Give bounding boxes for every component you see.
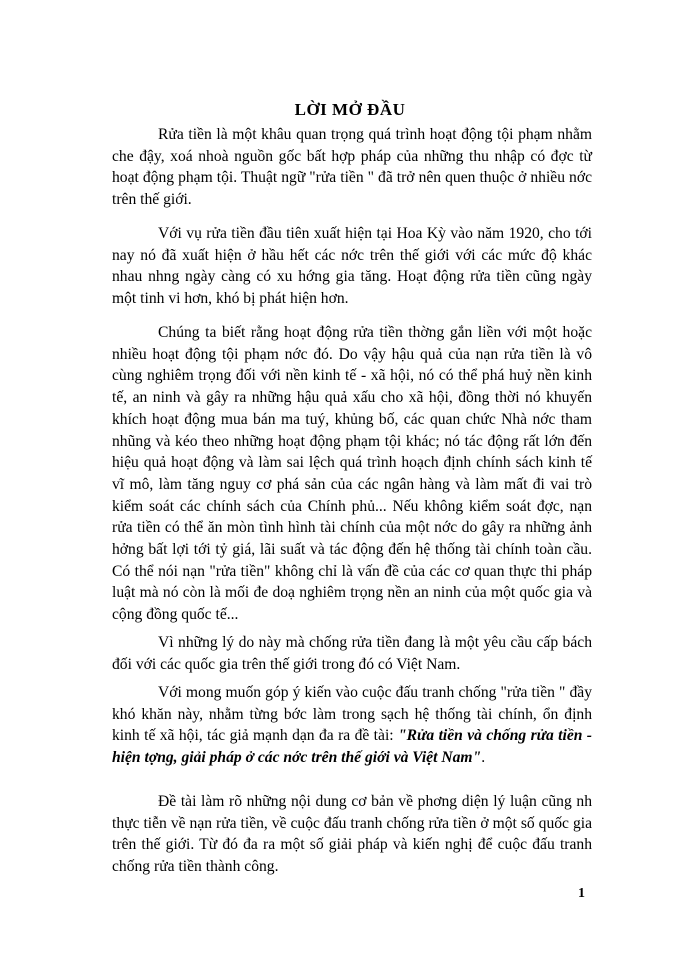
paragraph-2 (112, 223, 592, 310)
paragraph-5 (112, 682, 592, 769)
paragraph-text: Với vụ rửa tiền đầu tiên xuất hiện tại Hoa Kỳ vào năm 1920, cho tới nay nó đã xuất hiện ở hầu hết các nớc trên thế giới với các mức độ khác nhau nhng ngày càng có xu hớng gia tăng. Hoạt động rửa tiền cũng ngày một tinh vi hơn, khó bị phát hiện hơn. (112, 225, 592, 308)
thesis-topic: "Rửa tiền và chống rửa tiền - hiện tợng, giải pháp ở các nớc trên thế giới và Việt Nam" (112, 727, 593, 767)
paragraph-6 (112, 791, 592, 878)
paragraph-4 (112, 632, 592, 675)
paragraph-text: Vì những lý do này mà chống rửa tiền đang là một yêu cầu cấp bách đối với các quốc gia trên thế giới trong đó có Việt Nam. (112, 634, 592, 673)
paragraph-text: Chúng ta biết rằng hoạt động rửa tiền thờng gắn liền với một hoặc nhiều hoạt động tội phạm nớc đó. Do vậy hậu quả của nạn rửa tiền là vô cùng nghiêm trọng đối với nền kinh tế - xã hội, nó có thể phá huỷ nền kinh tế, an ninh và gây ra những hậu quả xấu cho xã hội, đồng thời nó khuyến khích hoạt động mua bán ma tuý, khủng bố, các quan chức Nhà nớc tham nhũng và kéo theo những hoạt động phạm tội khác; nó tác động rất lớn đến hiệu quả hoạt động và làm sai lệch quá trình hoạch định chính sách kinh tế vĩ mô, làm tăng nguy cơ phá sản của các ngân hàng và làm mất đi vai trò kiểm soát các chính sách của Chính phủ... Nếu không kiểm soát đợc, nạn rửa tiền có thể ăn mòn tình hình tài chính của một nớc do gây ra những ảnh hởng bất lợi tới tỷ giá, lãi suất và tác động đến hệ thống tài chính toàn cầu. Có thể nói nạn "rửa tiền" không chỉ là vấn đề của các cơ quan thực thi pháp luật mà nó còn là mối đe doạ nghiêm trọng nền an ninh của một quốc gia và cộng đồng quốc tế... (112, 324, 592, 624)
paragraph-text (112, 682, 592, 769)
page-title: LỜI MỞ ĐẦU (294, 100, 406, 119)
paragraph-tail: . (481, 749, 486, 767)
paragraph-lead: Với mong muốn góp ý kiến vào cuộc đấu tranh chống "rửa tiền " đầy khó khăn này, nhằm từng bớc làm trong sạch hệ thống tài chính, ổn định kinh tế xã hội, tác giả mạnh dạn đa ra đề tài: (112, 684, 592, 745)
paragraph-text: Rửa tiền là một khâu quan trọng quá trình hoạt động tội phạm nhằm che đậy, xoá nhoà nguồn gốc bất hợp pháp của những thu nhập có đợc từ hoạt động phạm tội. Thuật ngữ "rửa tiền " đã trở nên quen thuộc ở nhiều nớc trên thế giới. (112, 126, 592, 209)
paragraph-1 (112, 124, 592, 211)
paragraph-text: Đề tài làm rõ những nội dung cơ bản về phơng diện lý luận cũng nh thực tiễn về nạn rửa tiền, về cuộc đấu tranh chống rửa tiền ở một số quốc gia trên thế giới. Từ đó đa ra một số giải pháp và kiến nghị để cuộc đấu tranh chống rửa tiền thành công. (112, 793, 592, 876)
paragraph-3 (112, 322, 592, 626)
page-number: 1 (578, 886, 585, 901)
